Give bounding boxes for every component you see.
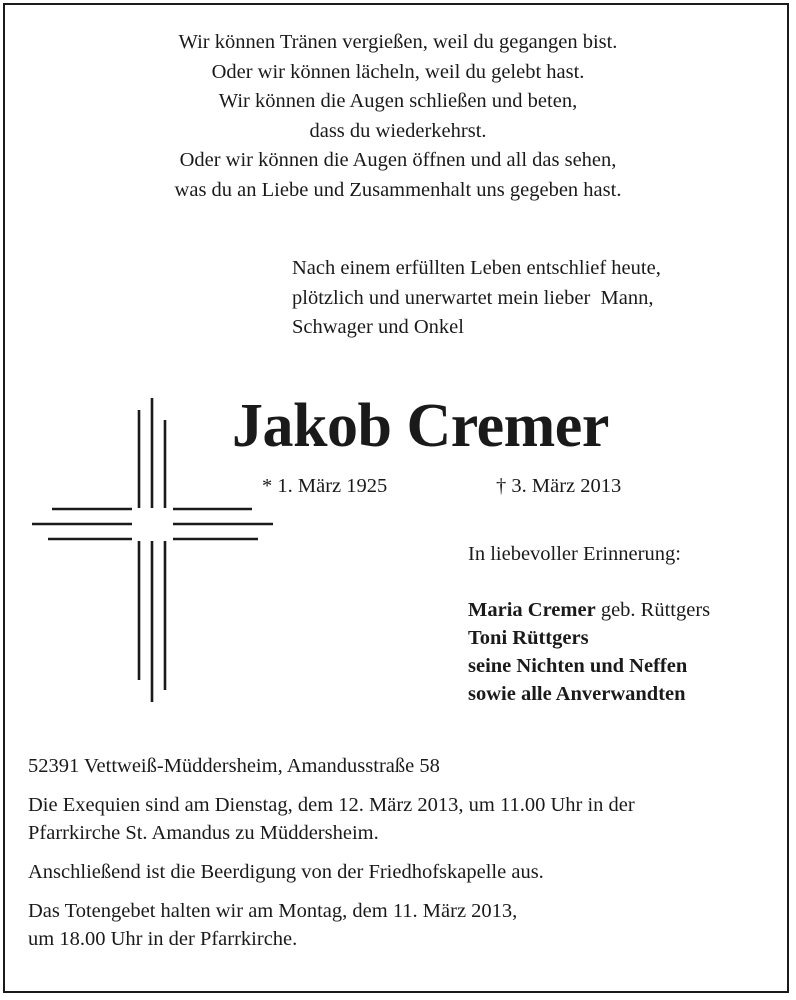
mourner-line: sowie alle Anverwandten — [468, 683, 686, 705]
poem-line: was du an Liebe und Zusammenhalt uns gegeben hast. — [174, 178, 622, 201]
deceased-name: Jakob Cremer — [232, 392, 609, 460]
poem — [0, 28, 796, 205]
address: 52391 Vettweiß-Müddersheim, Amandusstraße 58 — [28, 755, 440, 777]
mourner-name: Maria Cremer — [468, 599, 596, 621]
prayer-line: um 18.00 Uhr in der Pfarrkirche. — [28, 928, 298, 950]
exequien-line: Pfarrkirche St. Amandus zu Müddersheim. — [28, 822, 379, 844]
mourner-maiden-name: geb. Rüttgers — [595, 599, 711, 621]
exequien-line: Die Exequien sind am Dienstag, dem 12. März 2013, um 11.00 Uhr in der — [28, 794, 635, 816]
burial-text: Anschließend ist die Beerdigung von der Friedhofskapelle aus. — [28, 861, 544, 883]
mourners-list — [468, 596, 710, 708]
poem-line: dass du wiederkehrst. — [309, 119, 487, 142]
mourner-line — [468, 596, 710, 624]
poem-line: Oder wir können lächeln, weil du gelebt hast. — [211, 60, 585, 83]
intro-line: plötzlich und unerwartet mein lieber Mann, — [292, 286, 654, 309]
poem-line: Wir können die Augen schließen und beten, — [218, 90, 578, 112]
exequien-text — [28, 791, 768, 847]
mourner-line: seine Nichten und Neffen — [468, 655, 688, 677]
intro-line: Schwager und Onkel — [292, 316, 464, 338]
prayer-text — [28, 897, 768, 953]
intro-text — [292, 254, 661, 343]
intro-line: Nach einem erfüllten Leben entschlief heute, — [292, 257, 661, 279]
poem-line: Wir können Tränen vergießen, weil du gegangen bist. — [178, 31, 618, 53]
funeral-info — [28, 752, 768, 964]
prayer-line: Das Totengebet halten wir am Montag, dem 11. März 2013, — [28, 900, 518, 922]
poem-line: Oder wir können die Augen öffnen und all das sehen, — [179, 149, 617, 171]
remembrance-heading: In liebevoller Erinnerung: — [468, 543, 681, 565]
mourner-line: Toni Rüttgers — [468, 627, 589, 649]
birth-date: * 1. März 1925 — [262, 475, 388, 497]
death-date: † 3. März 2013 — [496, 475, 622, 497]
